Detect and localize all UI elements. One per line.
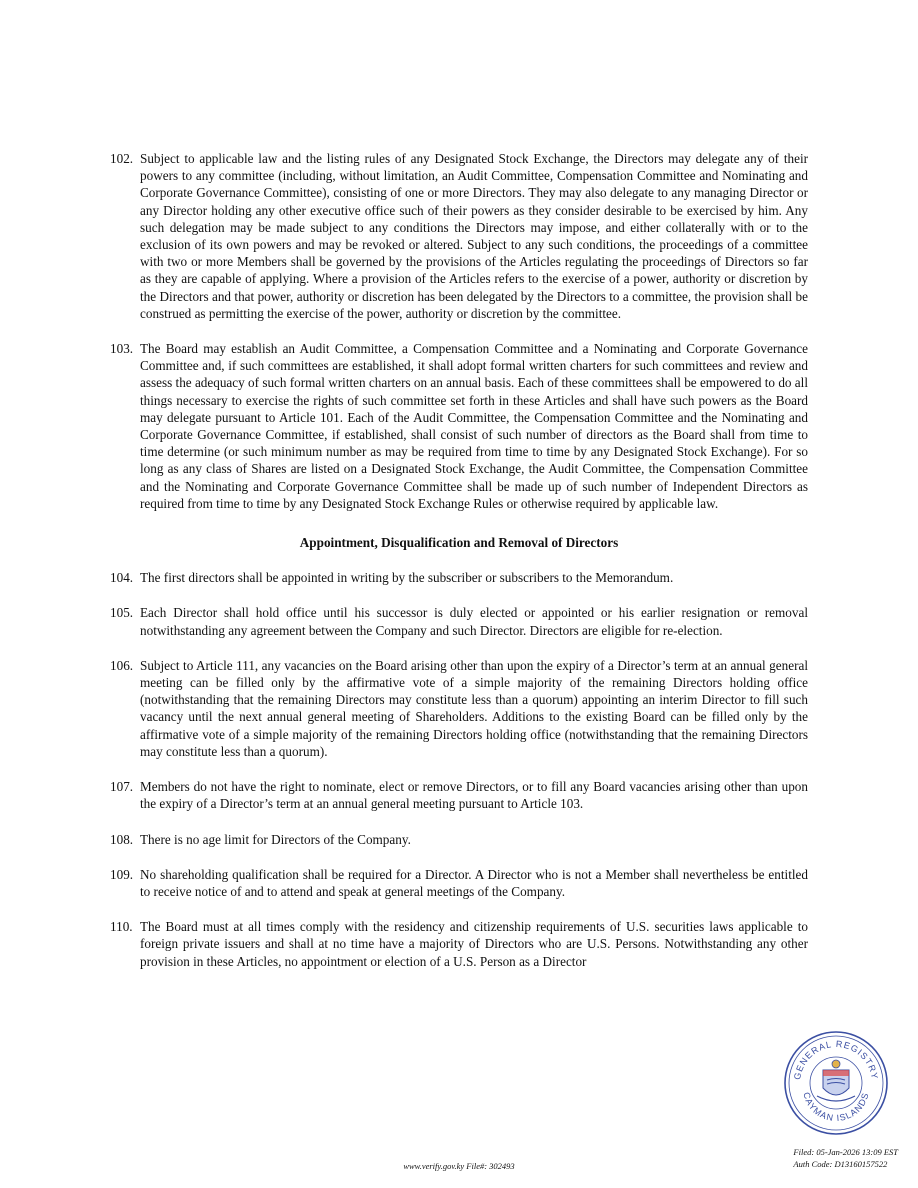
document-body (110, 150, 808, 988)
general-registry-seal (783, 1030, 889, 1136)
article-number: 105. (110, 605, 134, 621)
article-text: The Board may establish an Audit Committee, a Compensation Committee and a Nominating and Corporate Governance Committee and, if such committees are established, it shall adopt formal written charters for such committees and review and assess the adequacy of such formal written charters on an annual basis. Each of these committees shall be empowered to do all things necessary to exercise the rights of such committee set forth in these Articles and shall have such powers as the Board may delegate pursuant to Article 101. Each of the Audit Committee, the Compensation Committee and the Nominating and Corporate Governance Committee, if established, shall consist of such number of directors as the Board shall from time to time determine (or such minimum number as may be required from time to time by any Designated Stock Exchange). For so long as any class of Shares are listed on a Designated Stock Exchange, the Audit Committee, the Compensation Committee and the Nominating and Corporate Governance Committee shall be made up of such number of Independent Directors as required from time to time by any Designated Stock Exchange Rules or otherwise required by applicable law. (140, 341, 808, 511)
filing-info (793, 1146, 898, 1170)
article-number: 108. (110, 831, 134, 847)
seal-icon (783, 1030, 889, 1136)
svg-text:GENERAL REGISTRY: GENERAL REGISTRY (792, 1038, 880, 1081)
article-number: 110. (110, 919, 133, 935)
article-105 (110, 604, 808, 638)
article-108 (110, 831, 808, 848)
article-103 (110, 340, 808, 512)
article-number: 109. (110, 866, 134, 882)
article-text: Subject to Article 111, any vacancies on the Board arising other than upon the expiry of a Director’s term at an annual general meeting can be filled only by the affirmative vote of a simple majority of the remaining Directors holding office (notwithstanding that the remaining Directors may constitute less than a quorum) appointing an interim Director to fill such vacancy until the next annual general meeting of Shareholders. Additions to the existing Board can be filled only by the affirmative vote of a simple majority of the remaining Directors holding office (notwithstanding that the remaining Directors may constitute less than a quorum). (140, 657, 808, 759)
article-text: There is no age limit for Directors of the Company. (140, 831, 411, 847)
section-heading: Appointment, Disqualification and Removal of Directors (299, 535, 619, 551)
article-text: No shareholding qualification shall be required for a Director. A Director who is not a Member shall nevertheless be entitled to receive notice of and to attend and speak at general meetings of the Company. (140, 866, 808, 899)
article-109 (110, 866, 808, 900)
article-text: Members do not have the right to nominate, elect or remove Directors, or to fill any Board vacancies arising other than upon the expiry of a Director’s term at an annual general meeting pursuant to Article 103. (140, 779, 808, 812)
article-number: 107. (110, 779, 134, 795)
article-text: Subject to applicable law and the listing rules of any Designated Stock Exchange, the Directors may delegate any of their powers to any committee (including, without limitation, an Audit Committee, Compensation Committee and Nominating and Corporate Governance Committee), consisting of one or more Directors. They may also delegate to any managing Director or any Director holding any other executive office such of their powers as they consider desirable to be exercised by him. Any such delegation may be made subject to any conditions the Directors may impose, and either collaterally with or to the exclusion of its own powers and may be revoked or altered. Subject to any such conditions, the proceedings of a committee with two or more Members shall be governed by the provisions of the Articles regulating the proceedings of Directors so far as they are capable of applying. Where a provision of the Articles refers to the exercise of a power, authority or discretion by the Directors and that power, authority or discretion has been delegated by the Directors to a committee, the provision shall be construed as permitting the exercise of the power, authority or discretion by the committee. (140, 151, 808, 321)
article-text: The first directors shall be appointed in writing by the subscriber or subscribers to the Memorandum. (140, 570, 674, 586)
article-number: 102. (110, 151, 134, 166)
svg-text:CAYMAN ISLANDS: CAYMAN ISLANDS (801, 1091, 871, 1124)
articles-group-a (110, 150, 808, 512)
article-text: The Board must at all times comply with the residency and citizenship requirements of U.S. securities laws applicable to foreign private issuers and shall at no time have a majority of Directors who are U.S. Persons. Notwithstanding any other provision in these Articles, no appointment or election of a U.S. Person as a Director (140, 919, 808, 969)
article-102 (110, 150, 808, 322)
verify-footer: www.verify.gov.ky File#: 302493 (403, 1161, 515, 1171)
article-number: 104. (110, 570, 134, 586)
filed-date: Filed: 05-Jan-2026 13:09 EST (793, 1147, 898, 1157)
article-number: 106. (110, 657, 134, 673)
article-text: Each Director shall hold office until his successor is duly elected or appointed or his earlier resignation or removal notwithstanding any agreement between the Company and such Director. Directors are eligible for re-election. (140, 605, 808, 638)
articles-group-b (110, 569, 808, 969)
article-104 (110, 569, 808, 586)
article-110 (110, 918, 808, 970)
article-107 (110, 778, 808, 812)
auth-code: Auth Code: D13160157522 (793, 1159, 888, 1169)
article-number: 103. (110, 341, 134, 357)
article-106 (110, 657, 808, 760)
